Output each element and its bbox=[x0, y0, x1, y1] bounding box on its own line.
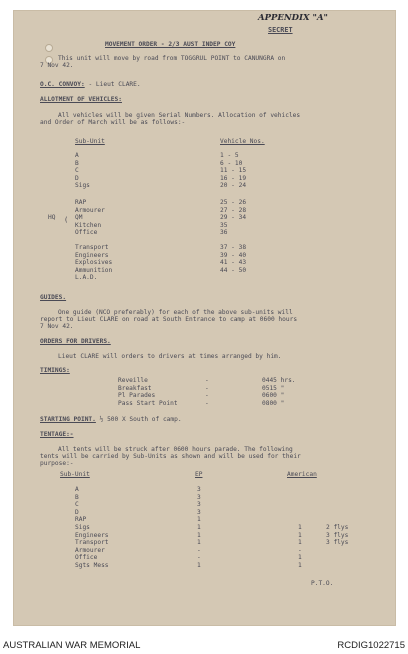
sub-unit-cell: Transport bbox=[75, 244, 109, 251]
sub-unit-cell: D bbox=[75, 174, 79, 182]
hq-label: HQ bbox=[48, 214, 56, 221]
oc-convoy-label: O.C. CONVOY: bbox=[40, 81, 85, 88]
tentage-flys bbox=[326, 486, 348, 494]
tentage-flys bbox=[326, 554, 348, 562]
tentage-sub-unit: B bbox=[75, 493, 79, 501]
vehicle-no-cell bbox=[220, 274, 246, 282]
intro-line: 7 Nov 42. bbox=[40, 62, 74, 69]
sub-unit-cell: L.A.D. bbox=[75, 274, 98, 282]
pto: P.T.O. bbox=[311, 580, 334, 587]
tentage-american-list bbox=[298, 486, 302, 570]
vehicle-no-cell: 25 - 26 bbox=[220, 199, 247, 206]
starting-point-value: ½ 500 X South of camp. bbox=[99, 416, 182, 423]
timing-time: 0600 " bbox=[262, 392, 285, 400]
tentage-sub-unit: Engineers bbox=[75, 531, 109, 539]
vehicle-no-cell: 35 bbox=[220, 221, 228, 229]
appendix-annotation: APPENDIX "A" bbox=[258, 13, 328, 23]
tentage-flys bbox=[326, 501, 348, 509]
guides-text: One guide (NCO preferably) for each of the above sub-units will bbox=[58, 309, 293, 316]
timings-dash-list bbox=[205, 377, 209, 407]
tentage-flys bbox=[326, 547, 348, 555]
tentage-american bbox=[298, 494, 302, 502]
tentage-sub-unit: Office bbox=[75, 554, 98, 562]
tentage-american: 1 bbox=[298, 554, 302, 562]
sub-unit-cell: Sigs bbox=[75, 182, 90, 190]
tentage-text: tents will be carried by Sub-Units as shown and will be used for their bbox=[40, 453, 301, 460]
tentage-col-ep: EP bbox=[195, 471, 203, 478]
timing-time: 0800 " bbox=[262, 399, 285, 407]
intro-line: This unit will move by road from TOGGRUL POINT to CANUNGRA on bbox=[58, 55, 286, 62]
timing-dash: - bbox=[205, 392, 209, 400]
tentage-sub-unit: A bbox=[75, 486, 79, 493]
orders-text: Lieut CLARE will orders to drivers at times arranged by him. bbox=[58, 353, 282, 360]
timing-event: Reveille bbox=[118, 377, 148, 384]
vehicle-no-cell: 39 - 40 bbox=[220, 251, 247, 259]
tentage-flys bbox=[326, 562, 348, 570]
timing-event: Pass Start Point bbox=[118, 399, 178, 407]
sub-unit-cell: Explosives bbox=[75, 259, 113, 267]
orders-heading: ORDERS FOR DRIVERS. bbox=[40, 338, 111, 345]
tentage-text: purpose:- bbox=[40, 460, 74, 467]
timings-heading: TIMINGS: bbox=[40, 367, 70, 374]
timing-dash: - bbox=[205, 377, 209, 384]
allotment-heading: ALLOTMENT OF VEHICLES: bbox=[40, 96, 122, 103]
vehicle-no-cell: 27 - 28 bbox=[220, 206, 247, 214]
tentage-sub-unit: Sigs bbox=[75, 523, 90, 531]
vehicle-no-cell: 29 - 34 bbox=[220, 214, 247, 222]
tentage-american: 1 bbox=[298, 539, 302, 547]
tentage-ep: - bbox=[197, 546, 201, 554]
tentage-flys-list bbox=[326, 486, 348, 570]
tentage-sub-unit: Armourer bbox=[75, 546, 105, 554]
vehicle-no-cell: 20 - 24 bbox=[220, 182, 247, 190]
starting-point-heading: STARTING POINT. bbox=[40, 416, 96, 423]
timings-event-list bbox=[118, 377, 178, 407]
vehicle-no-cell: 6 - 10 bbox=[220, 159, 243, 167]
guides-heading: GUIDES. bbox=[40, 294, 67, 301]
timings-time-list bbox=[262, 377, 296, 407]
guides-text: 7 Nov 42. bbox=[40, 323, 74, 330]
tentage-col-american: American bbox=[287, 471, 317, 478]
tentage-ep: 3 bbox=[197, 486, 201, 493]
sub-unit-cell: A bbox=[75, 152, 79, 159]
guides-text: report to Lieut CLARE on road at South Entrance to camp at 0600 hours bbox=[40, 316, 298, 323]
sub-unit-cell: Ammunition bbox=[75, 266, 113, 274]
allotment-text: and Order of March will be as follows:- bbox=[40, 119, 186, 126]
tentage-flys: 2 flys bbox=[326, 523, 349, 531]
tentage-american bbox=[298, 516, 302, 524]
timing-time: 0445 hrs. bbox=[262, 377, 296, 384]
tentage-ep: 1 bbox=[197, 516, 201, 524]
tentage-american: 1 bbox=[298, 531, 302, 539]
tentage-sub-unit: D bbox=[75, 508, 79, 516]
timing-time: 0515 " bbox=[262, 384, 285, 392]
oc-convoy bbox=[40, 81, 141, 88]
tentage-ep: 3 bbox=[197, 493, 201, 501]
tentage-flys bbox=[326, 516, 348, 524]
sub-unit-cell: Kitchen bbox=[75, 221, 102, 229]
footer-bar bbox=[0, 633, 408, 654]
vehicle-no-cell: 37 - 38 bbox=[220, 244, 247, 251]
vehicle-nos-list bbox=[220, 152, 246, 190]
tentage-flys bbox=[326, 494, 348, 502]
vehicle-no-cell: 1 - 5 bbox=[220, 152, 239, 159]
timing-event: Breakfast bbox=[118, 384, 152, 392]
footer-source: AUSTRALIAN WAR MEMORIAL bbox=[3, 640, 141, 651]
tentage-american: 1 bbox=[298, 523, 302, 531]
tentage-ep: 1 bbox=[197, 561, 201, 569]
vehicle-no-cell: 16 - 19 bbox=[220, 174, 247, 182]
transport-sub-unit-list bbox=[75, 244, 112, 282]
tentage-flys bbox=[326, 509, 348, 517]
starting-point bbox=[40, 416, 182, 423]
tentage-flys: 3 flys bbox=[326, 539, 349, 547]
vehicle-no-cell: 36 bbox=[220, 229, 228, 237]
page-title: MOVEMENT ORDER - 2/3 AUST INDEP COY bbox=[105, 41, 236, 48]
tentage-sub-unit: C bbox=[75, 501, 79, 509]
tentage-ep: 1 bbox=[197, 531, 201, 539]
tentage-sub-unit: Sgts Mess bbox=[75, 561, 109, 569]
tentage-american bbox=[298, 486, 302, 494]
timing-event: Pl Parades bbox=[118, 392, 156, 400]
tentage-american: - bbox=[298, 546, 302, 554]
tentage-ep: 3 bbox=[197, 501, 201, 509]
tentage-text: All tents will be struck after 0600 hours parade. The following bbox=[58, 446, 293, 453]
sub-unit-cell: B bbox=[75, 159, 79, 167]
sub-unit-cell: C bbox=[75, 167, 79, 175]
tentage-ep: 1 bbox=[197, 539, 201, 547]
tentage-ep: 1 bbox=[197, 523, 201, 531]
hq-vehicle-nos-list bbox=[220, 199, 246, 237]
footer-id: RCDIG1022715 bbox=[337, 640, 405, 651]
col-vehicle-nos: Vehicle Nos. bbox=[220, 138, 265, 145]
vehicle-no-cell: 11 - 15 bbox=[220, 167, 247, 175]
sub-unit-cell: RAP bbox=[75, 199, 87, 206]
tentage-american bbox=[298, 501, 302, 509]
sub-unit-cell: Engineers bbox=[75, 251, 109, 259]
punch-hole bbox=[45, 44, 53, 52]
tentage-sub-unit-list bbox=[75, 486, 109, 570]
tentage-american: 1 bbox=[298, 561, 302, 569]
timing-dash: - bbox=[205, 399, 209, 407]
hq-bracket: ( bbox=[64, 216, 69, 224]
tentage-ep-list bbox=[197, 486, 201, 570]
timing-dash: - bbox=[205, 384, 209, 392]
tentage-sub-unit: Transport bbox=[75, 539, 109, 547]
sub-unit-cell: QM bbox=[75, 214, 83, 222]
oc-convoy-value: - Lieut CLARE. bbox=[88, 81, 141, 88]
classification: SECRET bbox=[268, 26, 293, 34]
col-sub-unit: Sub-Unit bbox=[75, 138, 105, 145]
sub-unit-cell: Armourer bbox=[75, 206, 105, 214]
tentage-col-sub-unit: Sub-Unit bbox=[60, 471, 90, 478]
hq-sub-unit-list bbox=[75, 199, 105, 237]
tentage-flys: 3 flys bbox=[326, 531, 349, 539]
tentage-american bbox=[298, 509, 302, 517]
vehicle-no-cell: 41 - 43 bbox=[220, 259, 247, 267]
tentage-sub-unit: RAP bbox=[75, 516, 87, 524]
allotment-text: All vehicles will be given Serial Numbers. Allocation of vehicles bbox=[58, 112, 301, 119]
tentage-ep: 3 bbox=[197, 508, 201, 516]
vehicle-no-cell: 44 - 50 bbox=[220, 266, 247, 274]
sub-unit-cell: Office bbox=[75, 229, 98, 237]
vehicle-sub-unit-list bbox=[75, 152, 90, 190]
transport-vehicle-nos-list bbox=[220, 244, 246, 282]
tentage-ep: - bbox=[197, 554, 201, 562]
tentage-heading: TENTAGE:- bbox=[40, 431, 74, 438]
